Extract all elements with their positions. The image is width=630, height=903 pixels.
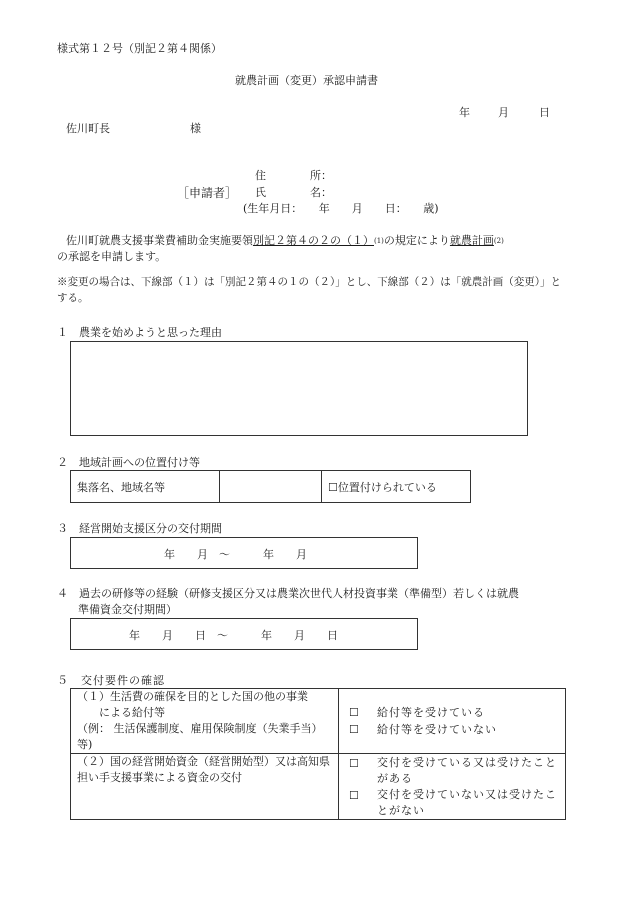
body-line-1 [66,232,504,248]
requirement-item-2 [71,754,339,820]
applicant-birth-label: (生年月日： 年 月 日： 歳) [243,202,439,215]
applicant-name-label: 氏 名： [255,186,332,199]
requirement-item-1-line1: （１）生活費の確保を目的とした国の他の事業 [77,690,308,703]
option-granted[interactable] [349,755,559,787]
region-plan-table [70,470,471,503]
addressee-honorific: 様 [190,122,201,135]
section4-heading-line1: ４ 過去の研修等の経験（研修支援区分又は農業次世代人材投資事業（準備型）若しくは就農 [57,587,519,600]
requirement-options-1 [339,689,566,754]
section1-heading: １ 農業を始めようと思った理由 [57,326,222,339]
requirement-item-2-text: （２）国の経営開始資金（経営開始型）又は高知県担い手支援事業による資金の交付 [77,755,330,784]
start-period-text: 年 月 ～ 年 月 [164,548,307,561]
start-period-box[interactable] [70,537,418,569]
change-note: ※変更の場合は、下線部（１）は「別記２第４の１の（２）」とし、下線部（２）は「就農計画（変更）」とする。 [57,276,561,304]
checkbox[interactable]: ☐ [349,756,359,770]
body-underline-2: 就農計画 [449,234,494,247]
body-note-2: (2) [493,237,504,245]
region-plan-checkbox[interactable]: ☐位置付けられている [322,471,471,503]
section5-heading: ５ 交付要件の確認 [57,674,165,687]
date-day: 日 [539,106,550,119]
requirement-row [71,689,566,754]
option-label: 給付等を受けていない [377,723,497,736]
option-label: 給付等を受けている [377,706,485,719]
checkbox[interactable]: ☐ [349,723,359,736]
section4-heading-line2: 準備資金交付期間） [78,603,177,616]
region-name-input[interactable] [220,471,322,503]
body-text-1: 佐川町就農支援事業費補助金実施要領 [66,234,253,247]
form-number: 様式第１２号（別記２第４関係） [57,42,222,55]
option-not-receiving[interactable] [349,721,559,738]
option-not-granted[interactable] [349,787,559,819]
option-receiving[interactable] [349,704,559,721]
applicant-label: ［申請者］ [177,186,238,200]
requirement-options-2 [339,754,566,820]
checkbox[interactable]: ☐ [349,706,359,719]
requirement-item-1-line3: （例： 生活保護制度、雇用保険制度（失業手当） 等) [77,722,323,751]
requirement-item-1 [71,689,339,754]
option-label: 交付を受けていない又は受けたことがない [377,787,557,817]
requirement-row [71,754,566,820]
requirement-item-1-line2: による給付等 [77,706,165,719]
body-note-1: (1) [374,237,384,245]
applicant-address-label: 住 所： [255,169,332,182]
option-label: 交付を受けている又は受けたことがある [377,755,557,785]
date-month: 月 [498,106,509,119]
date-year: 年 [459,106,470,119]
section3-heading: ３ 経営開始支援区分の交付期間 [57,522,222,535]
body-text-2: の規定により [383,234,450,247]
region-name-label: 集落名、地域名等 [71,471,220,503]
section2-heading: ２ 地域計画への位置付け等 [57,456,200,469]
addressee-name: 佐川町長 [66,122,110,135]
training-period-text: 年 月 日 ～ 年 月 日 [129,629,338,642]
training-period-box[interactable] [70,618,418,650]
checkbox[interactable]: ☐ [349,788,359,802]
document-title: 就農計画（変更）承認申請書 [235,74,378,87]
requirements-table [70,688,566,820]
body-underline-1: 別記２第４の２の（１） [253,234,374,247]
body-line-2: の承認を申請します。 [57,250,167,263]
reason-textbox[interactable] [70,341,528,436]
